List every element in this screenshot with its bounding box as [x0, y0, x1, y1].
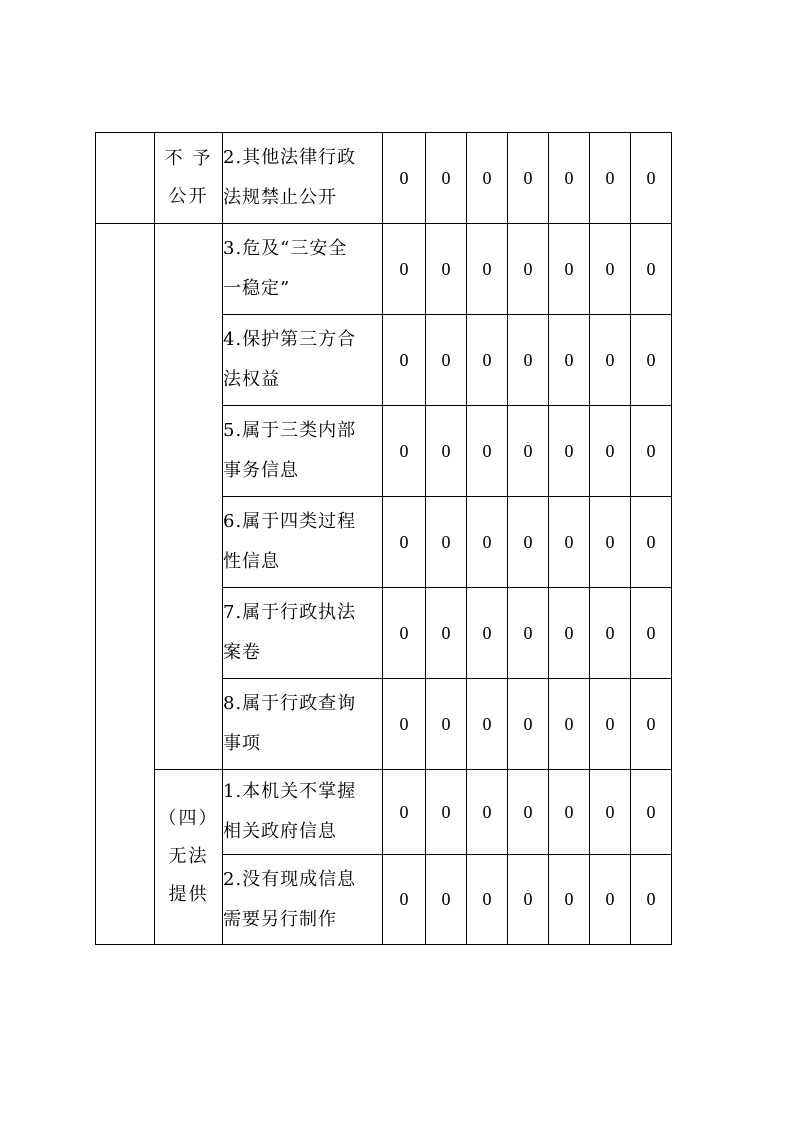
value-cell: 0: [631, 133, 672, 224]
value-cell: 0: [508, 224, 549, 315]
value-cell: 0: [467, 855, 508, 945]
reason-cell: [223, 770, 383, 855]
value-cell: 0: [549, 224, 590, 315]
category-cell-not-disclosed: [155, 133, 223, 224]
category-cell-unable-to-provide: [155, 770, 223, 945]
reason-cell: [223, 133, 383, 224]
value-cell: 0: [590, 770, 631, 855]
value-cell: 0: [426, 679, 467, 770]
table-row: [96, 770, 672, 855]
value-cell: 0: [426, 855, 467, 945]
value-cell: 0: [383, 679, 426, 770]
value-cell: 0: [426, 224, 467, 315]
value-cell: 0: [426, 406, 467, 497]
value-cell: 0: [631, 315, 672, 406]
reason-cell: [223, 315, 383, 406]
value-cell: 0: [549, 133, 590, 224]
value-cell: 0: [631, 497, 672, 588]
reason-line: 1.本机关不掌握: [223, 781, 357, 802]
category-line: 不 予: [164, 148, 213, 169]
reason-line: 2.没有现成信息: [223, 868, 357, 890]
value-cell: 0: [549, 679, 590, 770]
value-cell: 0: [467, 497, 508, 588]
value-cell: 0: [508, 679, 549, 770]
value-cell: 0: [426, 315, 467, 406]
value-cell: 0: [467, 679, 508, 770]
value-cell: 0: [383, 406, 426, 497]
reason-line: 2.其他法律行政: [223, 147, 357, 168]
reason-line: 事项: [223, 733, 261, 754]
value-cell: 0: [549, 855, 590, 945]
value-cell: 0: [383, 855, 426, 945]
value-cell: 0: [631, 770, 672, 855]
value-cell: 0: [426, 770, 467, 855]
value-cell: 0: [631, 679, 672, 770]
value-cell: 0: [508, 855, 549, 945]
value-cell: 0: [590, 679, 631, 770]
reason-line: 案卷: [223, 642, 261, 663]
reason-line: 法规禁止公开: [223, 187, 337, 208]
table-row: [96, 133, 672, 224]
category-continuation-cell: [155, 224, 223, 770]
reason-line: 需要另行制作: [223, 908, 337, 930]
value-cell: 0: [508, 588, 549, 679]
category-line: 提供: [168, 884, 209, 905]
value-cell: 0: [631, 224, 672, 315]
reason-cell: [223, 679, 383, 770]
reason-line: 5.属于三类内部: [223, 420, 357, 441]
reason-cell: [223, 224, 383, 315]
value-cell: 0: [467, 315, 508, 406]
value-cell: 0: [467, 406, 508, 497]
disclosure-statistics-table: [95, 132, 672, 945]
value-cell: 0: [383, 770, 426, 855]
value-cell: 0: [467, 224, 508, 315]
value-cell: 0: [590, 588, 631, 679]
blank-cell: [96, 224, 155, 945]
value-cell: 0: [508, 497, 549, 588]
reason-line: 性信息: [223, 551, 280, 572]
value-cell: 0: [549, 770, 590, 855]
table-row: [96, 224, 672, 315]
category-line: （四）: [158, 808, 219, 829]
reason-cell: [223, 588, 383, 679]
value-cell: 0: [631, 855, 672, 945]
value-cell: 0: [549, 315, 590, 406]
value-cell: 0: [467, 133, 508, 224]
category-line: 公开: [168, 186, 209, 207]
value-cell: 0: [549, 497, 590, 588]
value-cell: 0: [590, 133, 631, 224]
reason-line: 4.保护第三方合: [223, 329, 357, 350]
reason-line: 相关政府信息: [223, 821, 337, 842]
value-cell: 0: [508, 133, 549, 224]
value-cell: 0: [549, 588, 590, 679]
value-cell: 0: [383, 497, 426, 588]
value-cell: 0: [508, 406, 549, 497]
value-cell: 0: [383, 133, 426, 224]
reason-line: 一稳定”: [223, 278, 291, 299]
reason-cell: [223, 497, 383, 588]
value-cell: 0: [508, 315, 549, 406]
reason-line: 3.危及“三安全: [223, 238, 348, 259]
value-cell: 0: [383, 315, 426, 406]
value-cell: 0: [426, 588, 467, 679]
value-cell: 0: [383, 588, 426, 679]
blank-cell: [96, 133, 155, 224]
value-cell: 0: [590, 224, 631, 315]
value-cell: 0: [631, 406, 672, 497]
category-line: 无法: [168, 846, 209, 867]
value-cell: 0: [590, 497, 631, 588]
value-cell: 0: [631, 588, 672, 679]
value-cell: 0: [383, 224, 426, 315]
value-cell: 0: [426, 497, 467, 588]
reason-cell: [223, 855, 383, 945]
reason-line: 8.属于行政查询: [223, 693, 357, 714]
value-cell: 0: [426, 133, 467, 224]
reason-line: 7.属于行政执法: [223, 602, 357, 623]
value-cell: 0: [590, 855, 631, 945]
reason-line: 法权益: [223, 369, 280, 390]
value-cell: 0: [590, 315, 631, 406]
value-cell: 0: [590, 406, 631, 497]
value-cell: 0: [467, 588, 508, 679]
reason-line: 6.属于四类过程: [223, 511, 357, 532]
value-cell: 0: [549, 406, 590, 497]
reason-line: 事务信息: [223, 460, 299, 481]
value-cell: 0: [467, 770, 508, 855]
reason-cell: [223, 406, 383, 497]
value-cell: 0: [508, 770, 549, 855]
